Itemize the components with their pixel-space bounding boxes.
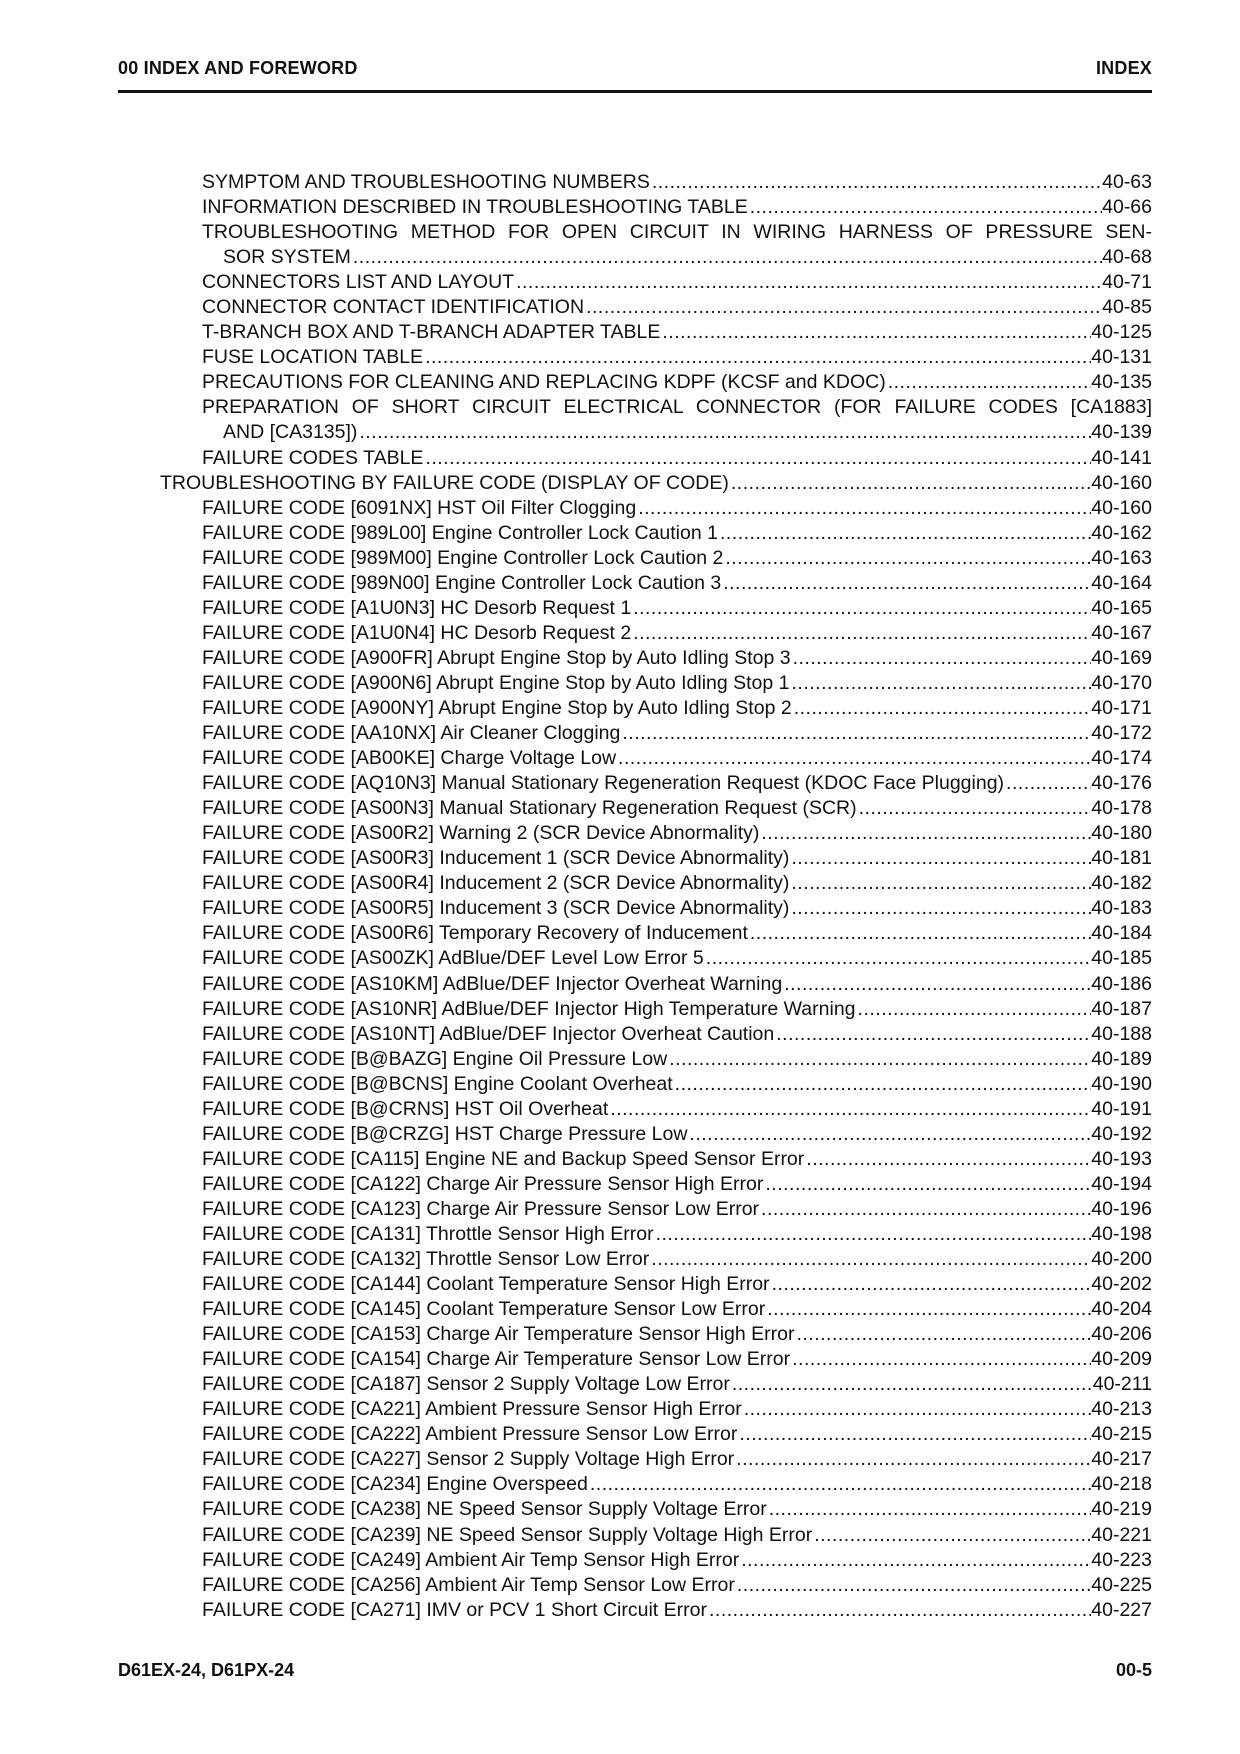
toc-entry-page: 40-178 bbox=[1091, 797, 1152, 820]
toc-entry[interactable] bbox=[118, 946, 1152, 971]
toc-entry[interactable] bbox=[118, 1197, 1152, 1222]
leader-dots bbox=[631, 596, 1091, 621]
toc-entry-page: 40-217 bbox=[1091, 1448, 1152, 1471]
toc-entry-page: 40-183 bbox=[1091, 897, 1152, 920]
toc-entry-page: 40-66 bbox=[1102, 196, 1152, 219]
toc-entry-title: FAILURE CODE [AS00R4] Inducement 2 (SCR Device Abnormality) bbox=[202, 872, 790, 895]
leader-dots bbox=[794, 1322, 1091, 1347]
toc-entry-page: 40-184 bbox=[1091, 922, 1152, 945]
toc-entry-title: FAILURE CODE [A900N6] Abrupt Engine Stop by Auto Idling Stop 1 bbox=[202, 671, 790, 694]
toc-entry-title: FAILURE CODE [AS00ZK] AdBlue/DEF Level Low Error 5 bbox=[202, 947, 704, 970]
toc-entry-page: 40-223 bbox=[1091, 1548, 1152, 1571]
toc-entry[interactable] bbox=[118, 1497, 1152, 1522]
toc-entry-page: 40-164 bbox=[1091, 571, 1152, 594]
toc-entry-title: TROUBLESHOOTING BY FAILURE CODE (DISPLAY OF CODE) bbox=[160, 471, 729, 494]
leader-dots bbox=[351, 245, 1102, 270]
toc-entry-title: FAILURE CODE [B@CRZG] HST Charge Pressure Low bbox=[202, 1122, 688, 1145]
toc-entry[interactable] bbox=[118, 771, 1152, 796]
toc-entry[interactable] bbox=[118, 1097, 1152, 1122]
leader-dots bbox=[620, 721, 1091, 746]
toc-entry-page: 40-182 bbox=[1091, 872, 1152, 895]
toc-entry-title: CONNECTORS LIST AND LAYOUT bbox=[202, 271, 515, 294]
toc-entry[interactable] bbox=[118, 1422, 1152, 1447]
toc-entry[interactable] bbox=[118, 721, 1152, 746]
leader-dots bbox=[770, 1272, 1092, 1297]
toc-entry[interactable] bbox=[118, 1072, 1152, 1097]
leader-dots bbox=[856, 997, 1092, 1022]
toc-entry[interactable] bbox=[118, 220, 1152, 270]
leader-dots bbox=[792, 696, 1092, 721]
toc-entry-page: 40-189 bbox=[1091, 1047, 1152, 1070]
toc-entry-title: FAILURE CODE [CA144] Coolant Temperature Sensor High Error bbox=[202, 1273, 770, 1296]
toc-entry[interactable] bbox=[118, 295, 1152, 320]
toc-entry-title: FAILURE CODE [A900FR] Abrupt Engine Stop by Auto Idling Stop 3 bbox=[202, 646, 791, 669]
toc-entry[interactable] bbox=[118, 1022, 1152, 1047]
toc-entry-page: 40-68 bbox=[1102, 246, 1152, 269]
toc-entry-title: FAILURE CODE [AS10KM] AdBlue/DEF Injector Overheat Warning bbox=[202, 972, 783, 995]
toc-entry-page: 40-215 bbox=[1091, 1423, 1152, 1446]
toc-entry[interactable] bbox=[118, 871, 1152, 896]
toc-entry[interactable] bbox=[118, 496, 1152, 521]
toc-entry-page: 40-174 bbox=[1091, 747, 1152, 770]
leader-dots bbox=[1004, 771, 1091, 796]
toc-entry-page: 40-63 bbox=[1102, 171, 1152, 193]
toc-entry-page: 40-186 bbox=[1091, 972, 1152, 995]
leader-dots bbox=[654, 1222, 1092, 1247]
leader-dots bbox=[789, 871, 1091, 896]
toc-entry-page: 40-218 bbox=[1091, 1473, 1152, 1496]
toc-entry[interactable] bbox=[118, 370, 1152, 395]
toc-entry-title: FAILURE CODE [B@BCNS] Engine Coolant Overheat bbox=[202, 1072, 673, 1095]
leader-dots bbox=[812, 1523, 1091, 1548]
toc-entry[interactable] bbox=[118, 796, 1152, 821]
toc-entry-title: TROUBLESHOOTING METHOD FOR OPEN CIRCUIT IN WIRING HARNESS OF PRESSURE SEN- bbox=[202, 221, 1152, 244]
section-title: 00 INDEX AND FOREWORD bbox=[118, 58, 358, 78]
toc-entry-title: FAILURE CODE [AA10NX] Air Cleaner Clogging bbox=[202, 722, 621, 745]
leader-dots bbox=[763, 1172, 1091, 1197]
toc-entry[interactable] bbox=[118, 1598, 1152, 1623]
toc-entry-title: FAILURE CODE [AS00N3] Manual Stationary Regeneration Request (SCR) bbox=[202, 797, 857, 820]
toc-entry-page: 40-193 bbox=[1091, 1147, 1152, 1170]
model-number: D61EX-24, D61PX-24 bbox=[118, 1660, 295, 1680]
leader-dots bbox=[707, 1598, 1091, 1623]
leader-dots bbox=[357, 420, 1091, 445]
toc-entry-page: 40-213 bbox=[1091, 1398, 1152, 1421]
toc-entry-title: FAILURE CODE [A1U0N4] HC Desorb Request 2 bbox=[202, 621, 632, 644]
toc-entry[interactable] bbox=[118, 446, 1152, 471]
toc-entry[interactable] bbox=[118, 997, 1152, 1022]
toc-entry-page: 40-170 bbox=[1091, 671, 1152, 694]
toc-entry[interactable] bbox=[118, 1447, 1152, 1472]
toc-entry[interactable] bbox=[118, 320, 1152, 345]
toc-entry-title: FAILURE CODE [A900NY] Abrupt Engine Stop by Auto Idling Stop 2 bbox=[202, 696, 792, 719]
toc-entry-title: T-BRANCH BOX AND T-BRANCH ADAPTER TABLE bbox=[202, 321, 661, 344]
toc-entry-page: 40-202 bbox=[1091, 1273, 1152, 1296]
toc-entry-page: 40-181 bbox=[1091, 847, 1152, 870]
toc-entry-title: FAILURE CODE [CA222] Ambient Pressure Sensor Low Error bbox=[202, 1423, 738, 1446]
toc-entry-title: FAILURE CODE [CA187] Sensor 2 Supply Voltage Low Error bbox=[202, 1373, 730, 1396]
toc-entry-title: FAILURE CODE [AS00R3] Inducement 1 (SCR Device Abnormality) bbox=[202, 847, 790, 870]
toc-entry[interactable] bbox=[118, 1297, 1152, 1322]
toc-entry-title: FAILURE CODE [989L00] Engine Controller Lock Caution 1 bbox=[202, 521, 718, 544]
toc-entry[interactable] bbox=[118, 646, 1152, 671]
toc-entry-page: 40-227 bbox=[1091, 1598, 1152, 1621]
toc-entry-page: 40-139 bbox=[1091, 421, 1152, 444]
toc-entry[interactable] bbox=[118, 1147, 1152, 1172]
leader-dots bbox=[789, 896, 1091, 921]
toc-entry[interactable] bbox=[118, 195, 1152, 220]
toc-entry-title: FAILURE CODE [CA154] Charge Air Temperature Sensor Low Error bbox=[202, 1348, 791, 1371]
toc-entry-page: 40-135 bbox=[1091, 371, 1152, 394]
toc-entry-title: FAILURE CODE [AB00KE] Charge Voltage Low bbox=[202, 747, 617, 770]
leader-dots bbox=[886, 370, 1092, 395]
toc-entry-page: 40-171 bbox=[1091, 696, 1152, 719]
toc-entry[interactable] bbox=[118, 621, 1152, 646]
leader-dots bbox=[650, 170, 1102, 195]
toc-entry-page: 40-165 bbox=[1091, 596, 1152, 619]
page-header bbox=[118, 56, 1152, 93]
leader-dots bbox=[789, 846, 1091, 871]
toc-entry-title-continued: SOR SYSTEM bbox=[223, 246, 351, 269]
toc-entry[interactable] bbox=[118, 1548, 1152, 1573]
leader-dots bbox=[735, 1573, 1091, 1598]
toc-entry-page: 40-162 bbox=[1091, 521, 1152, 544]
toc-entry-page: 40-194 bbox=[1091, 1172, 1152, 1195]
toc-entry-page: 40-176 bbox=[1091, 772, 1152, 795]
leader-dots bbox=[765, 1297, 1091, 1322]
toc-entry-title: INFORMATION DESCRIBED IN TROUBLESHOOTING TABLE bbox=[202, 196, 748, 219]
toc-entry[interactable] bbox=[118, 270, 1152, 295]
toc-entry[interactable] bbox=[118, 521, 1152, 546]
leader-dots bbox=[804, 1147, 1091, 1172]
toc-entry-page: 40-131 bbox=[1091, 346, 1152, 369]
toc-entry-page: 40-141 bbox=[1091, 446, 1152, 469]
leader-dots bbox=[649, 1247, 1091, 1272]
leader-dots bbox=[790, 671, 1092, 696]
toc-entry[interactable] bbox=[118, 1372, 1152, 1397]
toc-entry[interactable] bbox=[118, 170, 1152, 195]
toc-entry[interactable] bbox=[118, 1047, 1152, 1072]
toc-entry-title: FAILURE CODE [CA153] Charge Air Temperature Sensor High Error bbox=[202, 1323, 795, 1346]
toc-entry-title: FAILURE CODE [CA221] Ambient Pressure Sensor High Error bbox=[202, 1398, 742, 1421]
toc-entry-title: FAILURE CODE [CA132] Throttle Sensor Low Error bbox=[202, 1248, 650, 1271]
toc-entry-page: 40-172 bbox=[1091, 722, 1152, 745]
toc-entry[interactable] bbox=[118, 671, 1152, 696]
toc-entry-page: 40-209 bbox=[1091, 1348, 1152, 1371]
leader-dots bbox=[729, 471, 1091, 496]
toc-entry-title-continued: AND [CA3135]) bbox=[223, 421, 358, 444]
toc-entry-title: FAILURE CODE [CA234] Engine Overspeed bbox=[202, 1473, 588, 1496]
page-footer bbox=[118, 1660, 1152, 1686]
toc-entry-title: FAILURE CODE [CA115] Engine NE and Backup Speed Sensor Error bbox=[202, 1147, 805, 1170]
toc-entry[interactable] bbox=[118, 546, 1152, 571]
toc-entry-page: 40-221 bbox=[1091, 1523, 1152, 1546]
toc-entry-title: FAILURE CODE [CA249] Ambient Air Temp Sensor High Error bbox=[202, 1548, 740, 1571]
header-index-label: INDEX bbox=[1095, 58, 1152, 78]
leader-dots bbox=[734, 1447, 1091, 1472]
toc-entry-page: 40-163 bbox=[1091, 546, 1152, 569]
leader-dots bbox=[667, 1047, 1091, 1072]
toc-entry-title: FAILURE CODE [CA239] NE Speed Sensor Supply Voltage High Error bbox=[202, 1523, 813, 1546]
leader-dots bbox=[660, 320, 1091, 345]
leader-dots bbox=[723, 546, 1091, 571]
toc-entry-page: 40-198 bbox=[1091, 1222, 1152, 1245]
toc-entry-page: 40-191 bbox=[1091, 1097, 1152, 1120]
leader-dots bbox=[584, 295, 1102, 320]
toc-entry[interactable] bbox=[118, 821, 1152, 846]
toc-entry-page: 40-125 bbox=[1091, 321, 1152, 344]
toc-entry[interactable] bbox=[118, 395, 1152, 445]
toc-entry-title: FAILURE CODE [AQ10N3] Manual Stationary Regeneration Request (KDOC Face Plugging) bbox=[202, 772, 1005, 795]
leader-dots bbox=[608, 1097, 1091, 1122]
toc-entry-title: PRECAUTIONS FOR CLEANING AND REPLACING KDPF (KCSF and KDOC) bbox=[202, 371, 886, 394]
toc-entry-page: 40-200 bbox=[1091, 1248, 1152, 1271]
toc-entry[interactable] bbox=[118, 345, 1152, 370]
leader-dots bbox=[718, 521, 1091, 546]
toc-entry[interactable] bbox=[118, 921, 1152, 946]
leader-dots bbox=[739, 1548, 1091, 1573]
toc-entry-page: 40-206 bbox=[1091, 1323, 1152, 1346]
toc-entry-page: 40-160 bbox=[1091, 471, 1152, 494]
leader-dots bbox=[748, 195, 1102, 220]
toc-entry-title: FAILURE CODE [6091NX] HST Oil Filter Clogging bbox=[202, 496, 637, 519]
toc-entry-page: 40-219 bbox=[1091, 1498, 1152, 1521]
leader-dots bbox=[742, 1397, 1092, 1422]
leader-dots bbox=[737, 1422, 1091, 1447]
toc-entry[interactable] bbox=[118, 1222, 1152, 1247]
leader-dots bbox=[673, 1072, 1092, 1097]
toc-entry[interactable] bbox=[118, 696, 1152, 721]
leader-dots bbox=[767, 1497, 1092, 1522]
toc-entry-page: 40-188 bbox=[1091, 1022, 1152, 1045]
toc-entry-title: FAILURE CODE [CA131] Throttle Sensor High Error bbox=[202, 1222, 654, 1245]
toc-entry-title: FAILURE CODE [CA122] Charge Air Pressure Sensor High Error bbox=[202, 1172, 764, 1195]
toc-entry[interactable] bbox=[118, 1347, 1152, 1372]
toc-entry-title: FAILURE CODE [989M00] Engine Controller Lock Caution 2 bbox=[202, 546, 724, 569]
toc-entry-title: FAILURE CODE [CA123] Charge Air Pressure Sensor Low Error bbox=[202, 1197, 760, 1220]
leader-dots bbox=[790, 1347, 1091, 1372]
leader-dots bbox=[704, 946, 1091, 971]
toc-entry-page: 40-169 bbox=[1091, 646, 1152, 669]
toc-entry-page: 40-185 bbox=[1091, 947, 1152, 970]
toc-entry[interactable] bbox=[118, 1322, 1152, 1347]
toc-entry-page: 40-190 bbox=[1091, 1072, 1152, 1095]
toc-entry-page: 40-225 bbox=[1091, 1573, 1152, 1596]
toc-entry[interactable] bbox=[118, 596, 1152, 621]
toc-section-entry[interactable] bbox=[118, 471, 1152, 496]
leader-dots bbox=[721, 571, 1091, 596]
toc-entry[interactable] bbox=[118, 972, 1152, 997]
leader-dots bbox=[791, 646, 1092, 671]
toc-entry[interactable] bbox=[118, 1172, 1152, 1197]
toc-entry-page: 40-211 bbox=[1092, 1373, 1152, 1396]
leader-dots bbox=[588, 1472, 1091, 1497]
toc-entry-title: FAILURE CODE [AS10NT] AdBlue/DEF Injector Overheat Caution bbox=[202, 1022, 775, 1045]
toc-entry-title: FUSE LOCATION TABLE bbox=[202, 346, 424, 369]
toc-entry-title: PREPARATION OF SHORT CIRCUIT ELECTRICAL CONNECTOR (FOR FAILURE CODES [CA1883] bbox=[202, 396, 1152, 419]
toc-entry-title: FAILURE CODE [CA145] Coolant Temperature Sensor Low Error bbox=[202, 1298, 766, 1321]
leader-dots bbox=[636, 496, 1091, 521]
toc-entry[interactable] bbox=[118, 1523, 1152, 1548]
leader-dots bbox=[730, 1372, 1093, 1397]
toc-entry-page: 40-167 bbox=[1091, 621, 1152, 644]
toc-entry[interactable] bbox=[118, 896, 1152, 921]
toc-entry-page: 40-71 bbox=[1102, 271, 1152, 294]
leader-dots bbox=[616, 746, 1091, 771]
toc-entry[interactable] bbox=[118, 1573, 1152, 1598]
toc-entry-page: 40-187 bbox=[1091, 997, 1152, 1020]
toc-entry[interactable] bbox=[118, 1272, 1152, 1297]
toc-entry-page: 40-204 bbox=[1091, 1298, 1152, 1321]
leader-dots bbox=[857, 796, 1092, 821]
leader-dots bbox=[748, 921, 1091, 946]
toc-entry-title: FAILURE CODE [CA227] Sensor 2 Supply Voltage High Error bbox=[202, 1448, 735, 1471]
page-number: 00-5 bbox=[1115, 1660, 1152, 1680]
toc-entry[interactable] bbox=[118, 746, 1152, 771]
leader-dots bbox=[514, 270, 1102, 295]
toc-entry-page: 40-180 bbox=[1091, 822, 1152, 845]
toc-entry-title: FAILURE CODE [CA238] NE Speed Sensor Supply Voltage Error bbox=[202, 1498, 767, 1521]
toc-entry-page: 40-85 bbox=[1102, 296, 1152, 319]
toc-entry-page: 40-160 bbox=[1091, 496, 1152, 519]
toc-entry-title: FAILURE CODE [A1U0N3] HC Desorb Request 1 bbox=[202, 596, 632, 619]
toc-entry-title: FAILURE CODE [AS00R5] Inducement 3 (SCR Device Abnormality) bbox=[202, 897, 790, 920]
leader-dots bbox=[774, 1022, 1091, 1047]
toc-entry-title: FAILURE CODE [989N00] Engine Controller Lock Caution 3 bbox=[202, 571, 722, 594]
toc-entry-title: FAILURE CODE [AS00R2] Warning 2 (SCR Device Abnormality) bbox=[202, 822, 760, 845]
toc-entry-title: FAILURE CODE [AS00R6] Temporary Recovery of Inducement bbox=[202, 922, 748, 945]
toc-entry[interactable] bbox=[118, 571, 1152, 596]
toc-entry-title: FAILURE CODE [B@BAZG] Engine Oil Pressure Low bbox=[202, 1047, 668, 1070]
leader-dots bbox=[759, 821, 1091, 846]
toc-entry[interactable] bbox=[118, 1397, 1152, 1422]
table-of-contents bbox=[118, 170, 1152, 1623]
toc-entry-page: 40-192 bbox=[1091, 1122, 1152, 1145]
toc-entry[interactable] bbox=[118, 846, 1152, 871]
toc-entry-title: FAILURE CODES TABLE bbox=[202, 446, 424, 469]
toc-entry[interactable] bbox=[118, 1472, 1152, 1497]
toc-entry[interactable] bbox=[118, 1247, 1152, 1272]
toc-entry-title: FAILURE CODE [B@CRNS] HST Oil Overheat bbox=[202, 1097, 609, 1120]
leader-dots bbox=[423, 446, 1091, 471]
toc-entry-page: 40-196 bbox=[1091, 1197, 1152, 1220]
toc-entry-title: SYMPTOM AND TROUBLESHOOTING NUMBERS bbox=[202, 171, 650, 193]
leader-dots bbox=[423, 345, 1091, 370]
toc-entry[interactable] bbox=[118, 1122, 1152, 1147]
toc-entry-title: FAILURE CODE [CA256] Ambient Air Temp Sensor Low Error bbox=[202, 1573, 735, 1596]
leader-dots bbox=[782, 972, 1091, 997]
leader-dots bbox=[687, 1122, 1091, 1147]
leader-dots bbox=[759, 1197, 1091, 1222]
toc-entry-title: FAILURE CODE [AS10NR] AdBlue/DEF Injector High Temperature Warning bbox=[202, 997, 856, 1020]
toc-entry-title: CONNECTOR CONTACT IDENTIFICATION bbox=[202, 296, 585, 319]
leader-dots bbox=[631, 621, 1091, 646]
toc-entry-title: FAILURE CODE [CA271] IMV or PCV 1 Short Circuit Error bbox=[202, 1598, 707, 1621]
